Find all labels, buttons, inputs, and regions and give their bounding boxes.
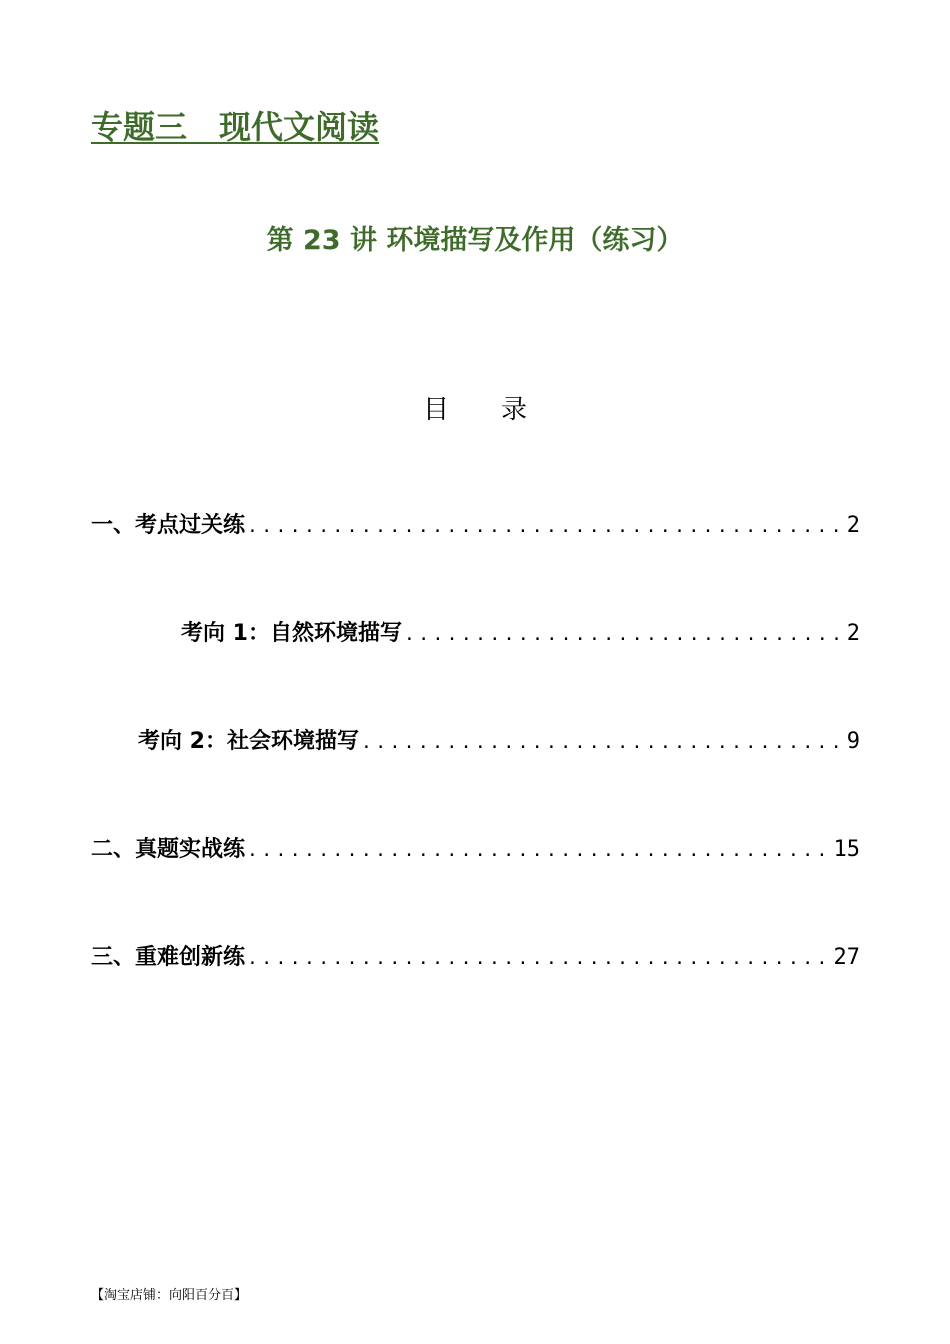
toc-entry-label: 考向 1：自然环境描写 (181, 621, 402, 646)
toc-entry-label: 二、真题实战练 (91, 837, 246, 862)
toc-page-number: 2 (846, 621, 860, 646)
toc-page-number: 9 (846, 729, 860, 754)
toc-entry-label: 三、重难创新练 (91, 945, 246, 970)
toc-entry-subsection-2[interactable] (138, 726, 860, 758)
toc-page-number: 2 (846, 513, 860, 538)
toc-dot-leader (247, 943, 831, 975)
toc-dot-leader (404, 619, 845, 651)
toc-dot-leader (247, 511, 845, 543)
toc-entry-section-3[interactable] (91, 942, 860, 974)
toc-dot-leader (247, 835, 831, 867)
toc-page-number: 27 (833, 945, 860, 970)
toc-page-number: 15 (833, 837, 860, 862)
toc-entry-label: 考向 2：社会环境描写 (138, 729, 359, 754)
footer-shop-note: 【淘宝店铺：向阳百分百】 (91, 1288, 248, 1303)
toc-entry-section-2[interactable] (91, 834, 860, 866)
lecture-title: 第 23 讲 环境描写及作用（练习） (266, 225, 684, 256)
toc-entry-section-1[interactable] (91, 510, 860, 542)
toc-entry-label: 一、考点过关练 (91, 513, 246, 538)
topic-title: 专题三 现代文阅读 (91, 108, 380, 146)
toc-dot-leader (361, 727, 845, 759)
toc-entry-subsection-1[interactable] (181, 618, 860, 650)
toc-heading: 目 录 (422, 395, 527, 425)
